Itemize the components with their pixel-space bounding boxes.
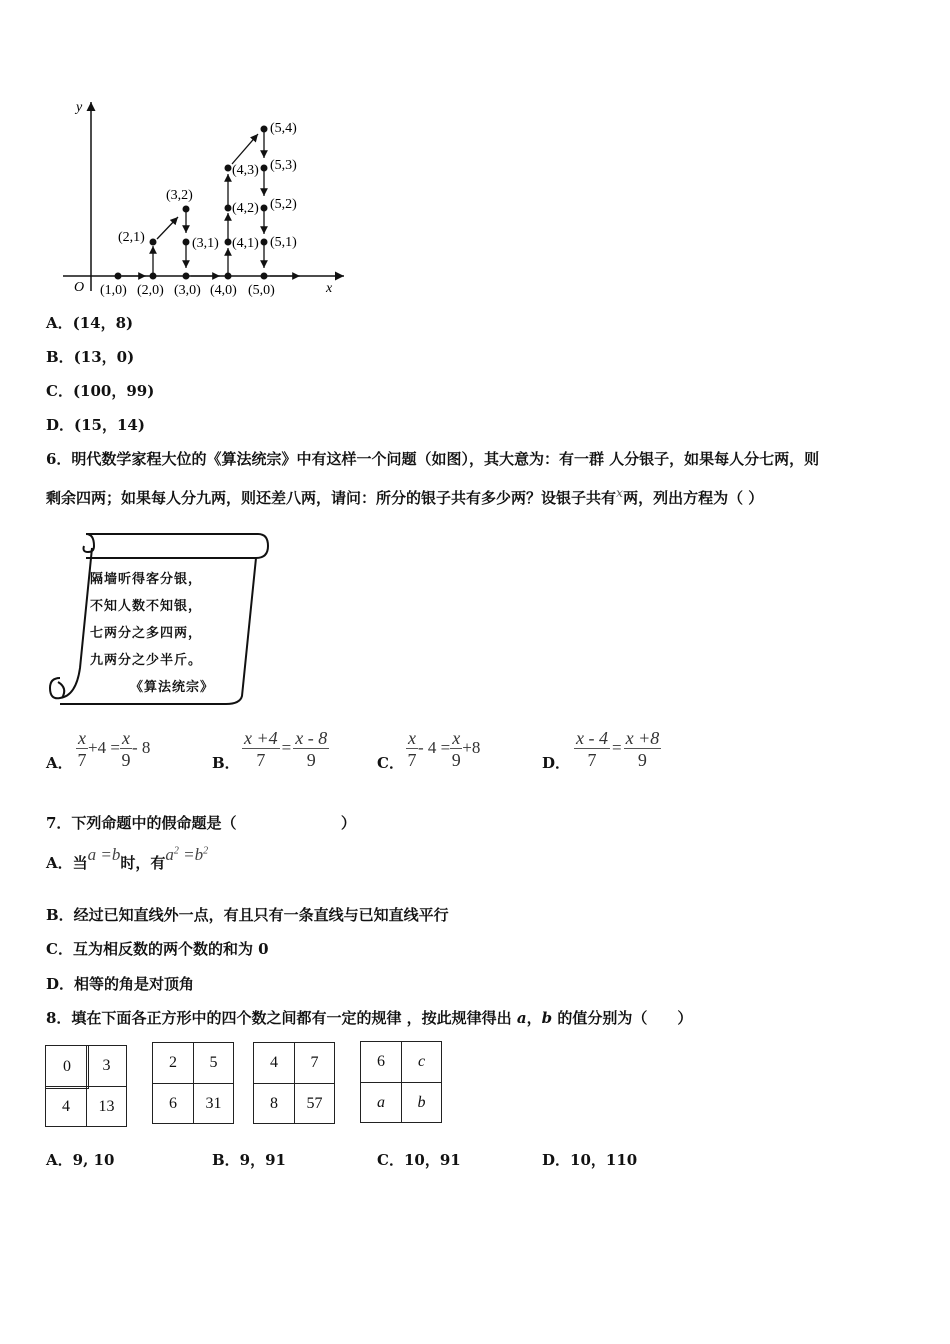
number-grid-1 (45, 1045, 127, 1127)
x-axis-label: x (326, 281, 333, 296)
grid-cell: b (401, 1082, 442, 1123)
point-label: (3,0) (174, 283, 201, 298)
numerator: x - 4 (576, 728, 608, 748)
equation-text: - 4 = (418, 738, 451, 758)
point-label: (1,0) (100, 283, 127, 298)
point-label: (3,1) (192, 236, 219, 251)
scroll-line: 不知人数不知银， (90, 599, 203, 614)
numerator: x (121, 728, 130, 748)
lattice-path-graph (60, 96, 360, 302)
grid-cell: 57 (294, 1083, 335, 1124)
q6-option-a-equation[interactable] (76, 728, 150, 771)
grid-cell: 6 (152, 1083, 194, 1124)
q6-option-d-equation[interactable] (574, 728, 661, 771)
point-label: (5,1) (270, 235, 297, 250)
denominator: 7 (256, 750, 266, 770)
numerator: x (78, 728, 86, 748)
grid-cell: 31 (193, 1083, 234, 1124)
q6-option-d-label[interactable]: D． (542, 754, 571, 772)
q6-option-a-label[interactable]: A． (46, 754, 73, 772)
point-label: (5,2) (270, 197, 297, 212)
y-axis-label: y (76, 100, 83, 115)
grid-cell: 0 (45, 1045, 89, 1089)
point-label: (4,3) (232, 163, 259, 178)
equals-sign: = (611, 738, 622, 758)
scroll-line: 七两分之多四两， (90, 626, 203, 641)
formula-a-equals-b: a =b (87, 845, 121, 864)
q8-option-c[interactable]: C．10，91 (377, 1151, 461, 1169)
q8-option-b[interactable]: B．9，91 (212, 1151, 286, 1169)
q6-stem-text: 剩余四两；如果每人分九两，则还差八两，请问：所分的银子共有多少两？设银子共有 (46, 489, 617, 507)
point-label: (4,2) (232, 201, 259, 216)
q7-option-d[interactable]: D．相等的角是对顶角 (46, 975, 195, 993)
q8-option-d[interactable]: D．10，110 (542, 1151, 638, 1169)
q7-option-a[interactable] (46, 845, 209, 873)
equals-sign: = (281, 738, 292, 758)
origin-label: O (74, 280, 85, 295)
denominator: 9 (637, 750, 647, 770)
q6-option-c-equation[interactable] (406, 728, 480, 771)
grid-cell: 2 (152, 1042, 194, 1084)
grid-cell: a (360, 1082, 402, 1123)
grid-cell: 4 (45, 1086, 87, 1127)
q8-stem (46, 1007, 692, 1028)
q7-stem: 7．下列命题中的假命题是（ ） (46, 814, 356, 832)
stem-text: 8．填在下面各正方形中的四个数之间都有一定的规律 ，按此规律得出 (46, 1009, 517, 1027)
variable-a: a (516, 1009, 527, 1027)
grid-cell: 4 (253, 1042, 295, 1084)
number-grid-4 (360, 1041, 442, 1123)
denominator: 9 (451, 750, 461, 770)
variable-x: x (616, 485, 624, 500)
q5-option-a[interactable]: A．(14，8) (46, 314, 134, 332)
numerator: x - 8 (295, 728, 328, 748)
q5-option-b[interactable]: B．(13，0) (46, 348, 135, 366)
numerator: x (452, 728, 461, 748)
grid-cell: c (401, 1041, 442, 1083)
q5-option-d[interactable]: D．(15，14) (46, 416, 145, 434)
denominator: 7 (407, 750, 417, 770)
q7-option-b[interactable]: B．经过已知直线外一点，有且只有一条直线与已知直线平行 (46, 906, 449, 924)
stem-text: ， (526, 1009, 542, 1027)
option-text: A．当 (46, 854, 88, 872)
numerator: x +4 (244, 728, 278, 748)
point-label: (2,1) (118, 230, 145, 245)
number-grid-2 (152, 1042, 234, 1124)
option-text: 时，有 (120, 854, 166, 872)
point-label: (4,1) (232, 236, 259, 251)
point-label: (5,4) (270, 121, 297, 136)
equation-text: - 8 (131, 738, 151, 758)
point-label: (5,3) (270, 158, 297, 173)
suanfa-tongzong-scroll (46, 528, 270, 710)
q5-option-c[interactable]: C．(100，99) (46, 382, 155, 400)
grid-cell: 8 (253, 1083, 295, 1124)
denominator: 7 (587, 750, 597, 770)
numerator: x (408, 728, 416, 748)
q7-option-c[interactable]: C．互为相反数的两个数的和为 0 (46, 940, 269, 958)
numerator: x +8 (625, 728, 660, 748)
formula-a2-equals-b2: $a^2 =b^2$ (165, 845, 209, 864)
variable-b: b (541, 1009, 553, 1027)
grid-cell: 7 (294, 1042, 335, 1084)
scroll-line: 隔墙听得客分银， (90, 572, 203, 587)
grid-cell: 13 (86, 1086, 127, 1127)
number-grid-3 (253, 1042, 335, 1124)
scroll-source: 《算法统宗》 (130, 680, 215, 695)
q6-option-c-label[interactable]: C． (377, 754, 404, 772)
q6-option-b-label[interactable]: B． (212, 754, 240, 772)
grid-cell: 5 (193, 1042, 234, 1084)
q6-stem-line2 (46, 485, 763, 508)
q6-stem-line1: 6．明代数学家程大位的《算法统宗》中有这样一个问题（如图），其大意为：有一群 人分银子，如果每人分七两，则 (46, 450, 820, 468)
point-label: (5,0) (248, 283, 275, 298)
grid-cell: 6 (360, 1041, 402, 1083)
point-label: (3,2) (166, 188, 193, 203)
q6-option-b-equation[interactable] (242, 728, 329, 771)
grid-cell: 3 (86, 1045, 127, 1087)
point-label: (2,0) (137, 283, 164, 298)
denominator: 7 (77, 750, 87, 770)
stem-text: 的值分别为（ ） (552, 1009, 693, 1027)
q8-option-a[interactable]: A．9, 10 (46, 1151, 115, 1169)
equation-text: +4 = (88, 738, 120, 758)
denominator: 9 (121, 750, 131, 770)
q6-stem-text: 两，列出方程为（ ） (623, 489, 764, 507)
equation-text: +8 (462, 738, 481, 758)
scroll-line: 九两分之少半斤。 (90, 653, 203, 668)
denominator: 9 (306, 750, 316, 770)
point-label: (4,0) (210, 283, 237, 298)
